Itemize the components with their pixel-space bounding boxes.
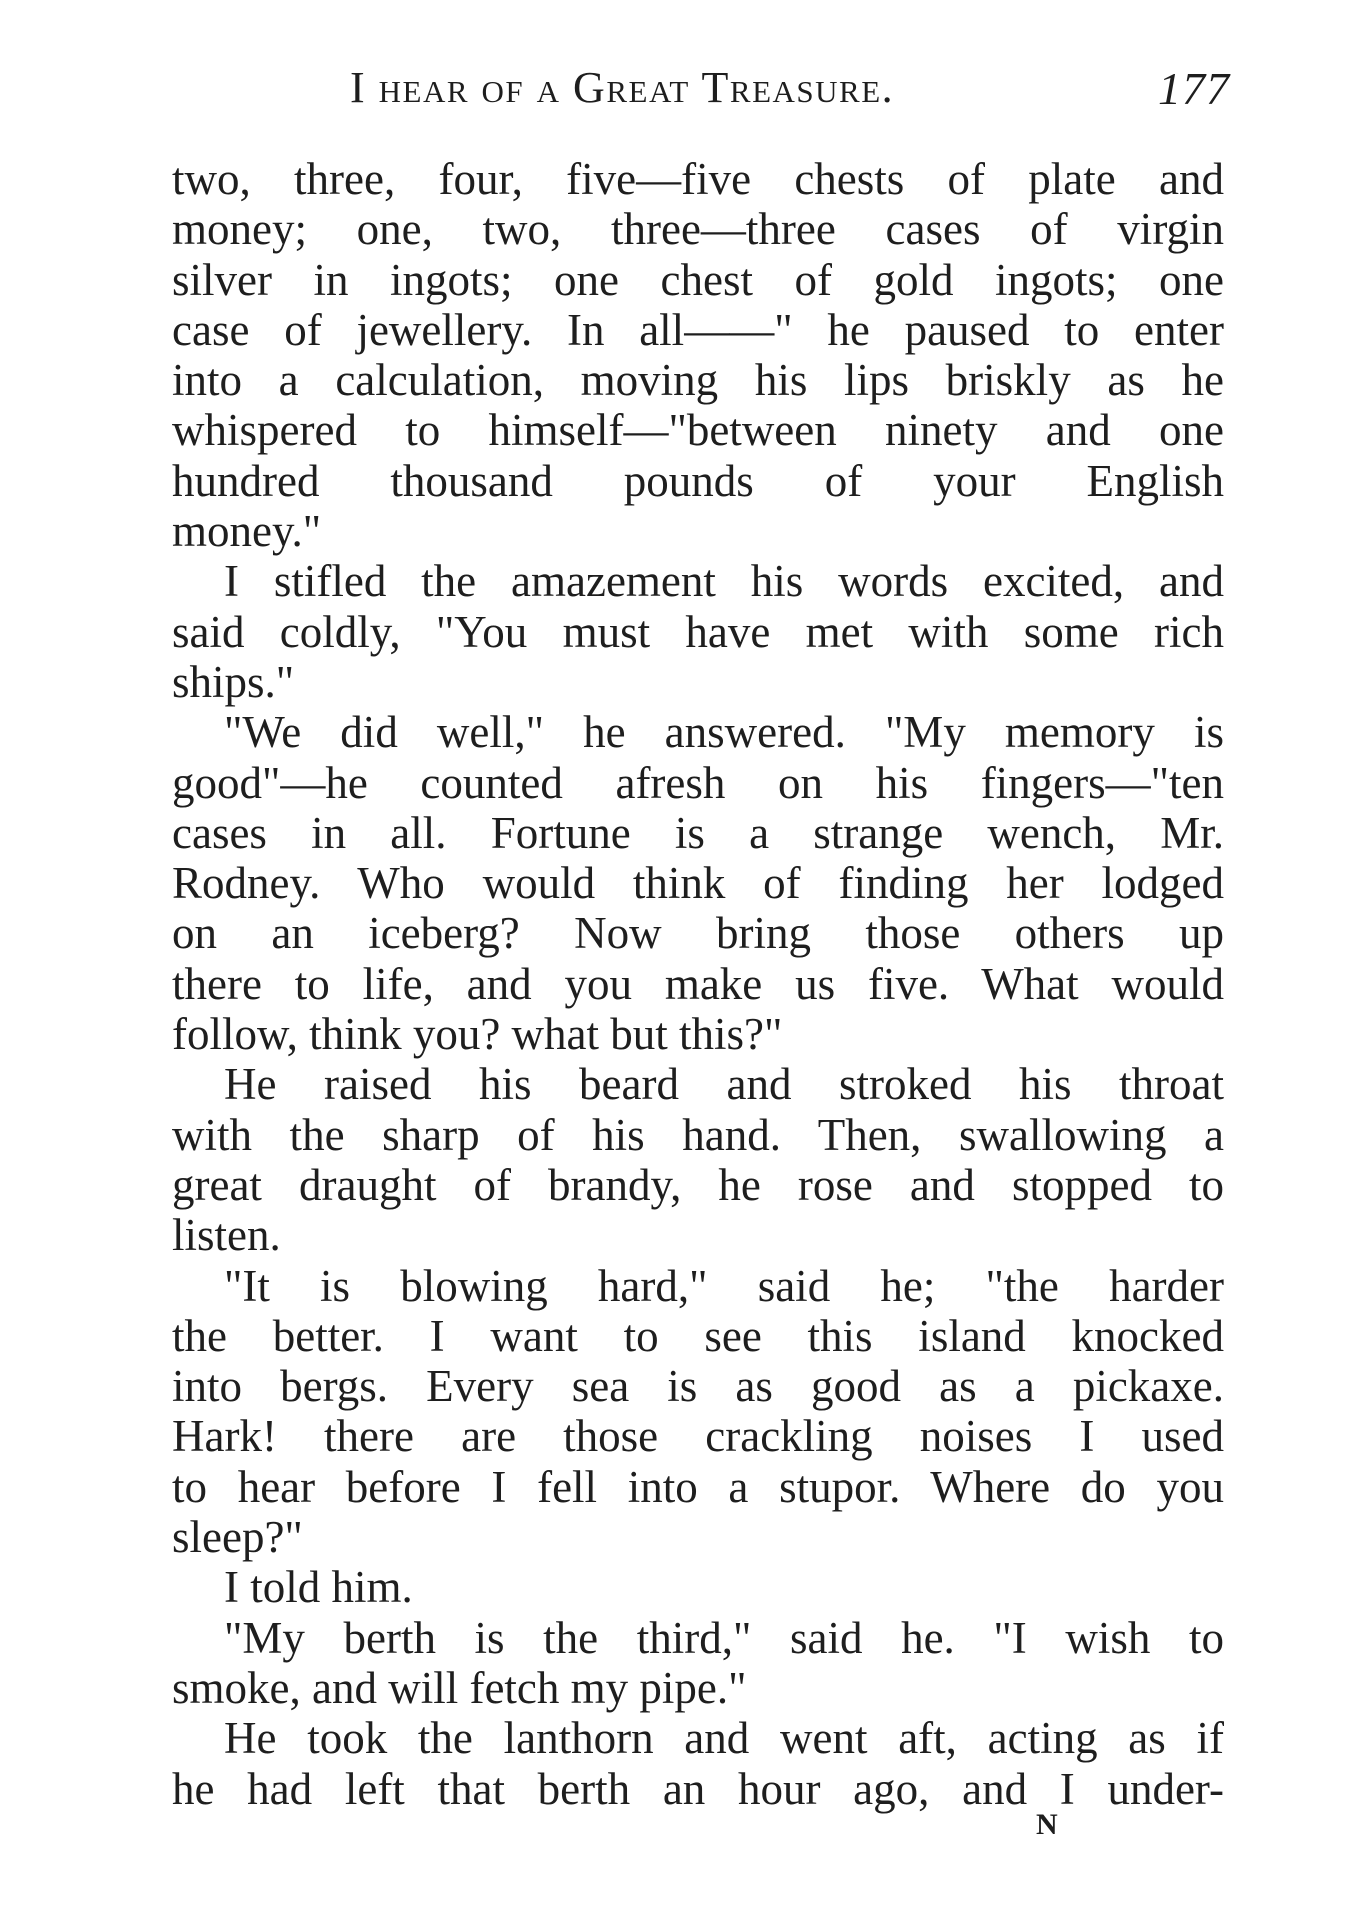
text-line: sleep?" [172, 1512, 303, 1563]
paragraph-first-line: I told him. [224, 1562, 413, 1613]
paragraph-first-line: He took the lanthorn and went aft, acting as if [224, 1713, 1224, 1764]
text-line: Rodney. Who would think of finding her lodged [172, 858, 1224, 909]
text-line: to hear before I fell into a stupor. Where do you [172, 1461, 1224, 1512]
text-line: great draught of brandy, he rose and stopped to [172, 1159, 1224, 1210]
text-line: on an iceberg? Now bring those others up [172, 908, 1224, 959]
text-line: into a calculation, moving his lips briskly as he [172, 355, 1224, 406]
text-line: the better. I want to see this island knocked [172, 1310, 1224, 1361]
page-number: 177 [1158, 63, 1230, 114]
paragraph-first-line: I stifled the amazement his words excited, and [224, 556, 1224, 607]
text-line: said coldly, "You must have met with some rich [172, 606, 1224, 657]
text-line: listen. [172, 1210, 281, 1261]
text-line: good"—he counted afresh on his fingers—"ten [172, 757, 1224, 808]
text-line: money." [172, 506, 322, 557]
page-header [350, 62, 1230, 122]
paragraph-first-line: He raised his beard and stroked his throat [224, 1059, 1224, 1110]
body-text [172, 154, 1224, 1814]
text-line: case of jewellery. In all——" he paused to enter [172, 304, 1224, 355]
text-line: ships." [172, 656, 295, 707]
text-line: Hark! there are those crackling noises I used [172, 1411, 1224, 1462]
text-line: money; one, two, three—three cases of virgin [172, 204, 1224, 255]
text-line: there to life, and you make us five. What would [172, 958, 1224, 1009]
text-line: hundred thousand pounds of your English [172, 455, 1224, 506]
text-line: two, three, four, five—five chests of plate and [172, 154, 1224, 204]
running-title: I hear of a Great Treasure. [350, 63, 895, 112]
text-line: into bergs. Every sea is as good as a pickaxe. [172, 1361, 1224, 1412]
text-line: follow, think you? what but this?" [172, 1009, 783, 1060]
text-line: silver in ingots; one chest of gold ingots; one [172, 254, 1224, 305]
paragraph-first-line: "My berth is the third," said he. "I wish to [224, 1612, 1224, 1663]
text-line: he had left that berth an hour ago, and I under- [172, 1763, 1224, 1814]
text-line: cases in all. Fortune is a strange wench, Mr. [172, 807, 1224, 858]
signature-mark: N [1036, 1808, 1059, 1841]
text-line: whispered to himself—"between ninety and one [172, 405, 1224, 456]
paragraph-first-line: "We did well," he answered. "My memory is [224, 707, 1224, 758]
paragraph-first-line: "It is blowing hard," said he; "the harder [224, 1260, 1224, 1311]
text-line: with the sharp of his hand. Then, swallowing a [172, 1109, 1224, 1160]
text-line: smoke, and will fetch my pipe." [172, 1662, 747, 1713]
